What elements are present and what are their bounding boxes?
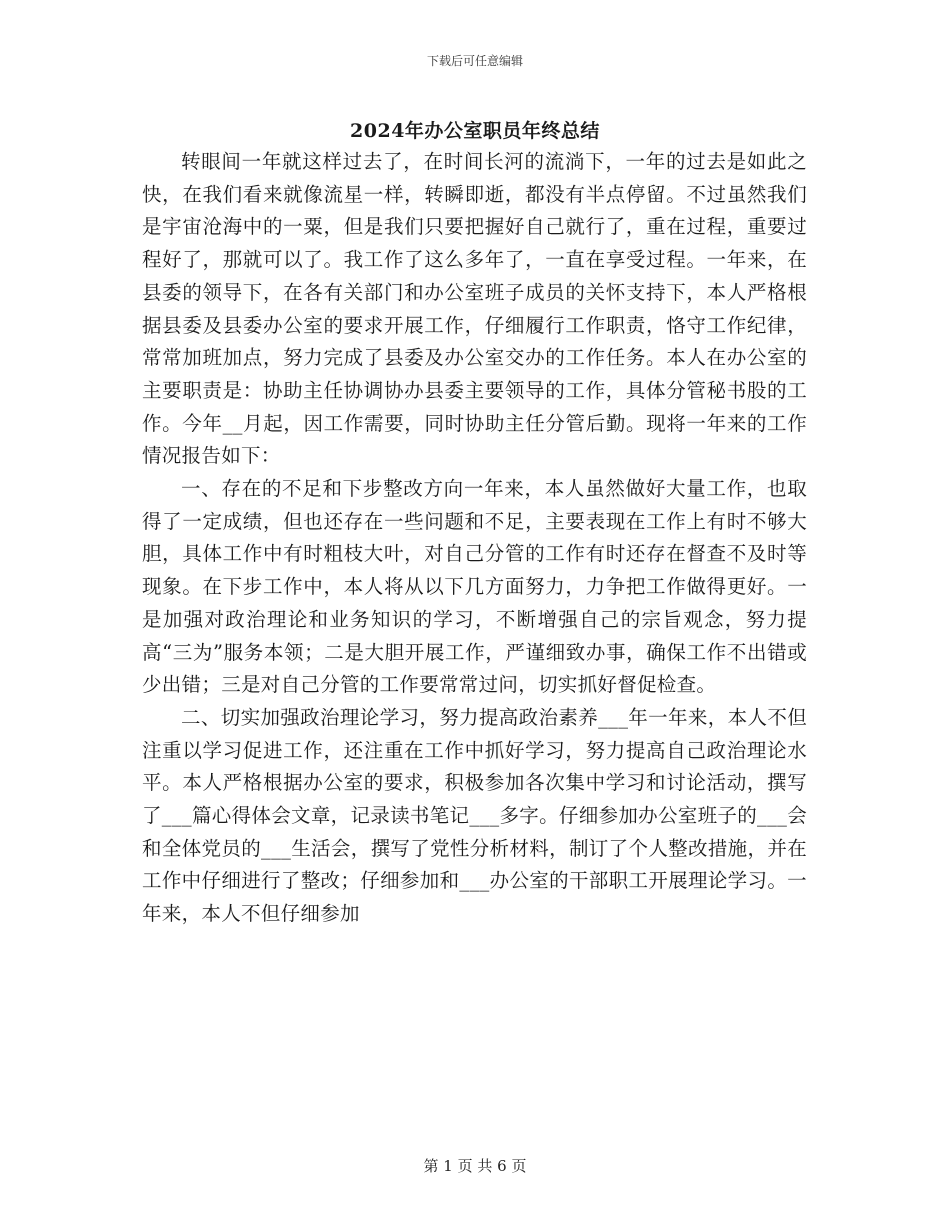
page-number: 第 1 页 共 6 页	[423, 1157, 527, 1175]
header-note: 下载后可任意编辑	[426, 54, 523, 68]
paragraph-intro: 转眼间一年就这样过去了，在时间长河的流淌下，一年的过去是如此之快，在我们看来就像流星一样，转瞬即逝，都没有半点停留。不过虽然我们是宇宙沧海中的一粟，但是我们只要把握好自己就行了，重在过程，重要过程好了，那就可以了。我工作了这么多年了，一直在享受过程。一年来，在县委的领导下，在各有关部门和办公室班子成员的关怀支持下，本人严格根据县委及县委办公室的要求开展工作，仔细履行工作职责，恪守工作纪律，常常加班加点，努力完成了县委及办公室交办的工作任务。本人在办公室的主要职责是：协助主任协调协办县委主要领导的工作，具体分管秘书股的工作。今年__月起，因工作需要，同时协助主任分管后勤。现将一年来的工作情况报告如下：	[142, 150, 807, 468]
document-title: 2024年办公室职员年终总结	[350, 120, 600, 142]
paragraph-section-1: 一、存在的不足和下步整改方向一年来，本人虽然做好大量工作，也取得了一定成绩，但也还存在一些问题和不足，主要表现在工作上有时不够大胆，具体工作中有时粗枝大叶，对自己分管的工作有时还存在督查不及时等现象。在下步工作中，本人将从以下几方面努力，力争把工作做得更好。一是加强对政治理论和业务知识的学习，不断增强自己的宗旨观念，努力提高“三为”服务本领；二是大胆开展工作，严谨细致办事，确保工作不出错或少出错；三是对自己分管的工作要常常过问，切实抓好督促检查。	[142, 477, 807, 697]
document-body	[142, 146, 807, 931]
paragraph-section-2: 二、切实加强政治理论学习，努力提高政治素养___年一年来，本人不但注重以学习促进工作，还注重在工作中抓好学习，努力提高自己政治理论水平。本人严格根据办公室的要求，积极参加各次集中学习和讨论活动，撰写了___篇心得体会文章，记录读书笔记___多字。仔细参加办公室班子的___会和全体党员的___生活会，撰写了党性分析材料，制订了个人整改措施，并在工作中仔细进行了整改；仔细参加和___办公室的干部职工开展理论学习。一年来，本人不但仔细参加	[142, 705, 807, 926]
